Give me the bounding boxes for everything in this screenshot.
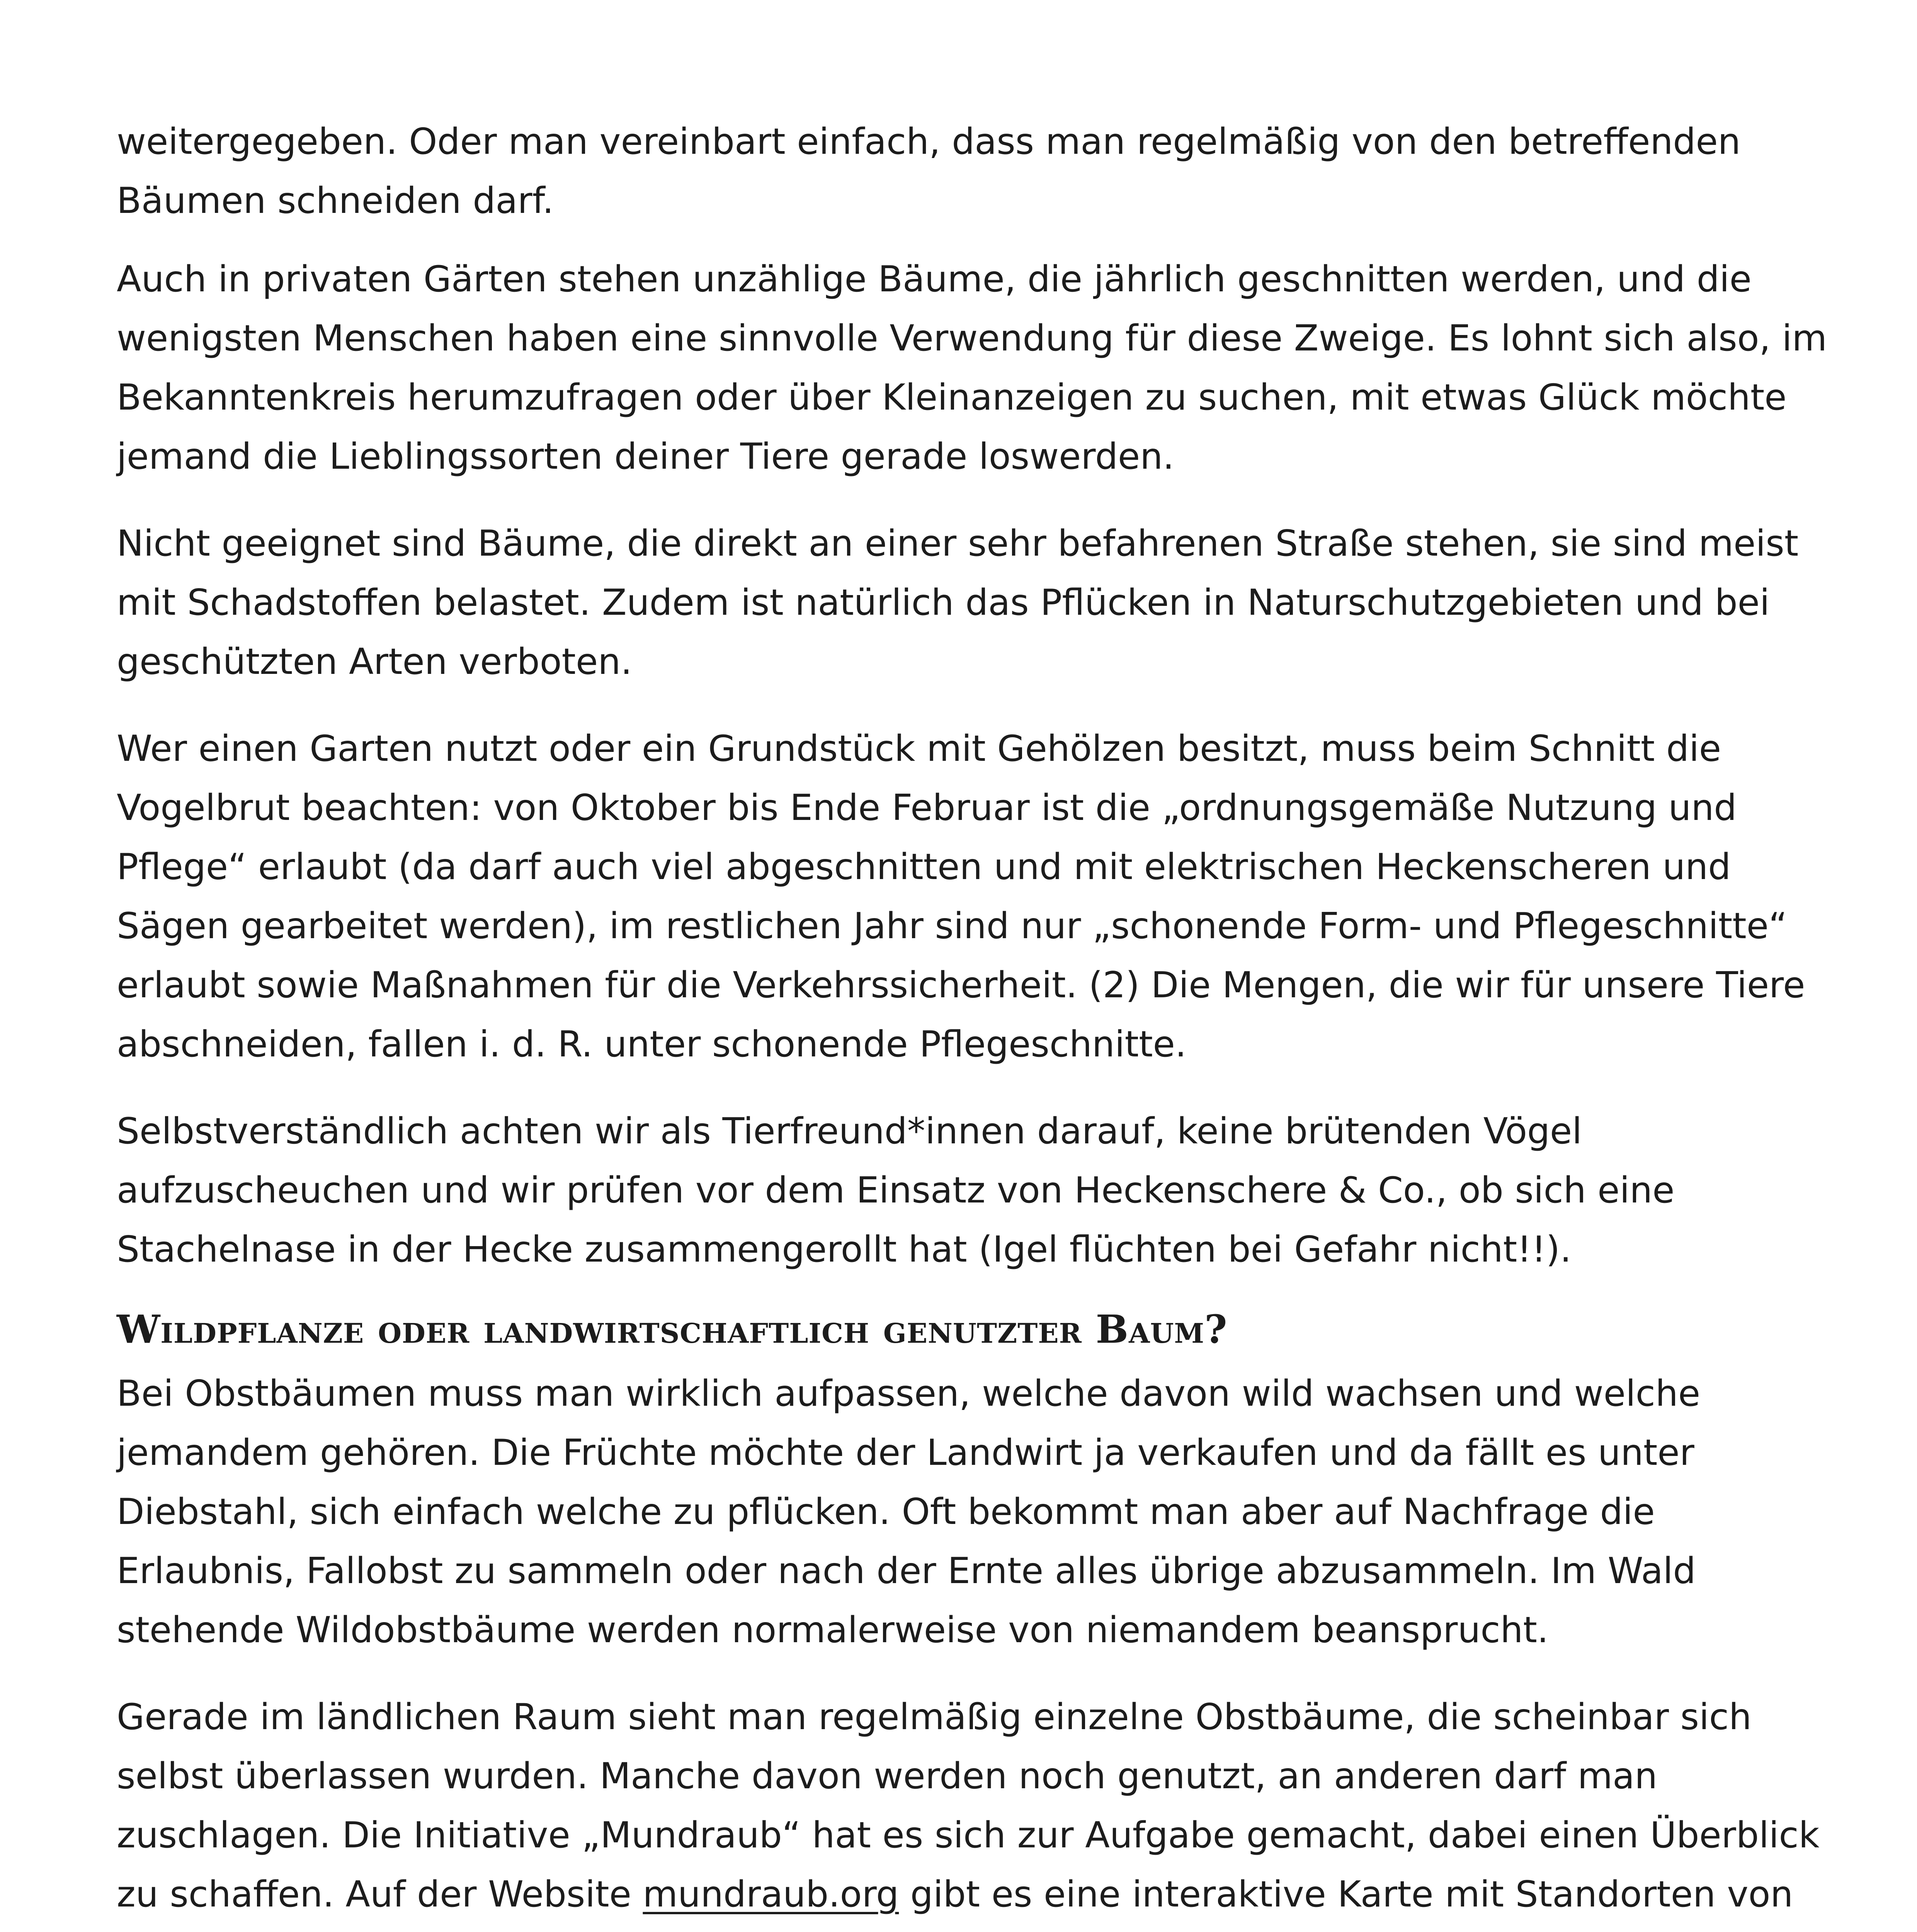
paragraph-5: Selbstverständlich achten wir als Tierfreund*innen darauf, keine brütenden Vögel aufzuscheuchen und wir prüfen vor dem Einsatz von Heckenschere & Co., ob sich eine Stachelnase in der Hecke zusammengerollt hat (Igel flüchten bei Gefahr nicht!!). [117, 1110, 1675, 1270]
section-heading: Wildpflanze oder landwirtschaftlich genutzter Baum? [117, 1306, 1228, 1352]
mundraub-link[interactable]: mundraub.org [643, 1873, 899, 1915]
paragraph-6: Bei Obstbäumen muss man wirklich aufpassen, welche davon wild wachsen und welche jemandem gehören. Die Früchte möchte der Landwirt ja verkaufen und da fällt es unter Diebstahl, sich einfach welche zu pflücken. Oft bekommt man aber auf Nachfrage die Erlaubnis, Fallobst zu sammeln oder nach der Ernte alles übrige abzusammeln. Im Wald stehende Wildobstbäume werden normalerweise von niemandem beansprucht. [117, 1372, 1701, 1651]
paragraph-2: Auch in privaten Gärten stehen unzählige Bäume, die jährlich geschnitten werden, und die wenigsten Menschen haben eine sinnvolle Verwendung für diese Zweige. Es lohnt sich also, im Bekanntenkreis herumzufragen oder über Kleinanzeigen zu suchen, mit etwas Glück möchte jemand die Lieblingssorten deiner Tiere gerade loswerden. [117, 258, 1827, 477]
paragraph-4: Wer einen Garten nutzt oder ein Grundstück mit Gehölzen besitzt, muss beim Schnitt die Vogelbrut beachten: von Oktober bis Ende Februar ist die „ordnungsgemäße Nutzung und Pflege“ erlaubt (da darf auch viel abgeschnitten und mit elektrischen Heckenscheren und Sägen gearbeitet werden), im restlichen Jahr sind nur „schonende Form- und Pflegeschnitte“ erlaubt sowie Maßnahmen für die Verkehrssicherheit. (2) Die Mengen, die wir für unsere Tiere abschneiden, fallen i. d. R. unter schonende Pflegeschnitte. [117, 728, 1805, 1065]
paragraph-7 [117, 1687, 1832, 1932]
paragraph-3: Nicht geeignet sind Bäume, die direkt an einer sehr befahrenen Straße stehen, sie sind meist mit Schadstoffen belastet. Zudem ist natürlich das Pflücken in Naturschutzgebieten und bei geschützten Arten verboten. [117, 522, 1799, 682]
paragraph-7-text-b: gibt es eine interaktive Karte mit Standorten von [910, 1873, 1793, 1915]
paragraph-1: weitergegeben. Oder man vereinbart einfach, dass man regelmäßig von den betreffenden Bäumen schneiden darf. [117, 121, 1741, 221]
page-body [117, 112, 1832, 1932]
paragraph-7-text-a: Gerade im ländlichen Raum sieht man regelmäßig einzelne Obstbäume, die scheinbar sich selbst überlassen wurden. Manche davon werden noch genutzt, an anderen darf man zuschlagen. Die Initiative „Mundraub“ hat es sich zur Aufgabe gemacht, dabei einen Überblick zu schaffen. Auf der Website [117, 1696, 1820, 1915]
